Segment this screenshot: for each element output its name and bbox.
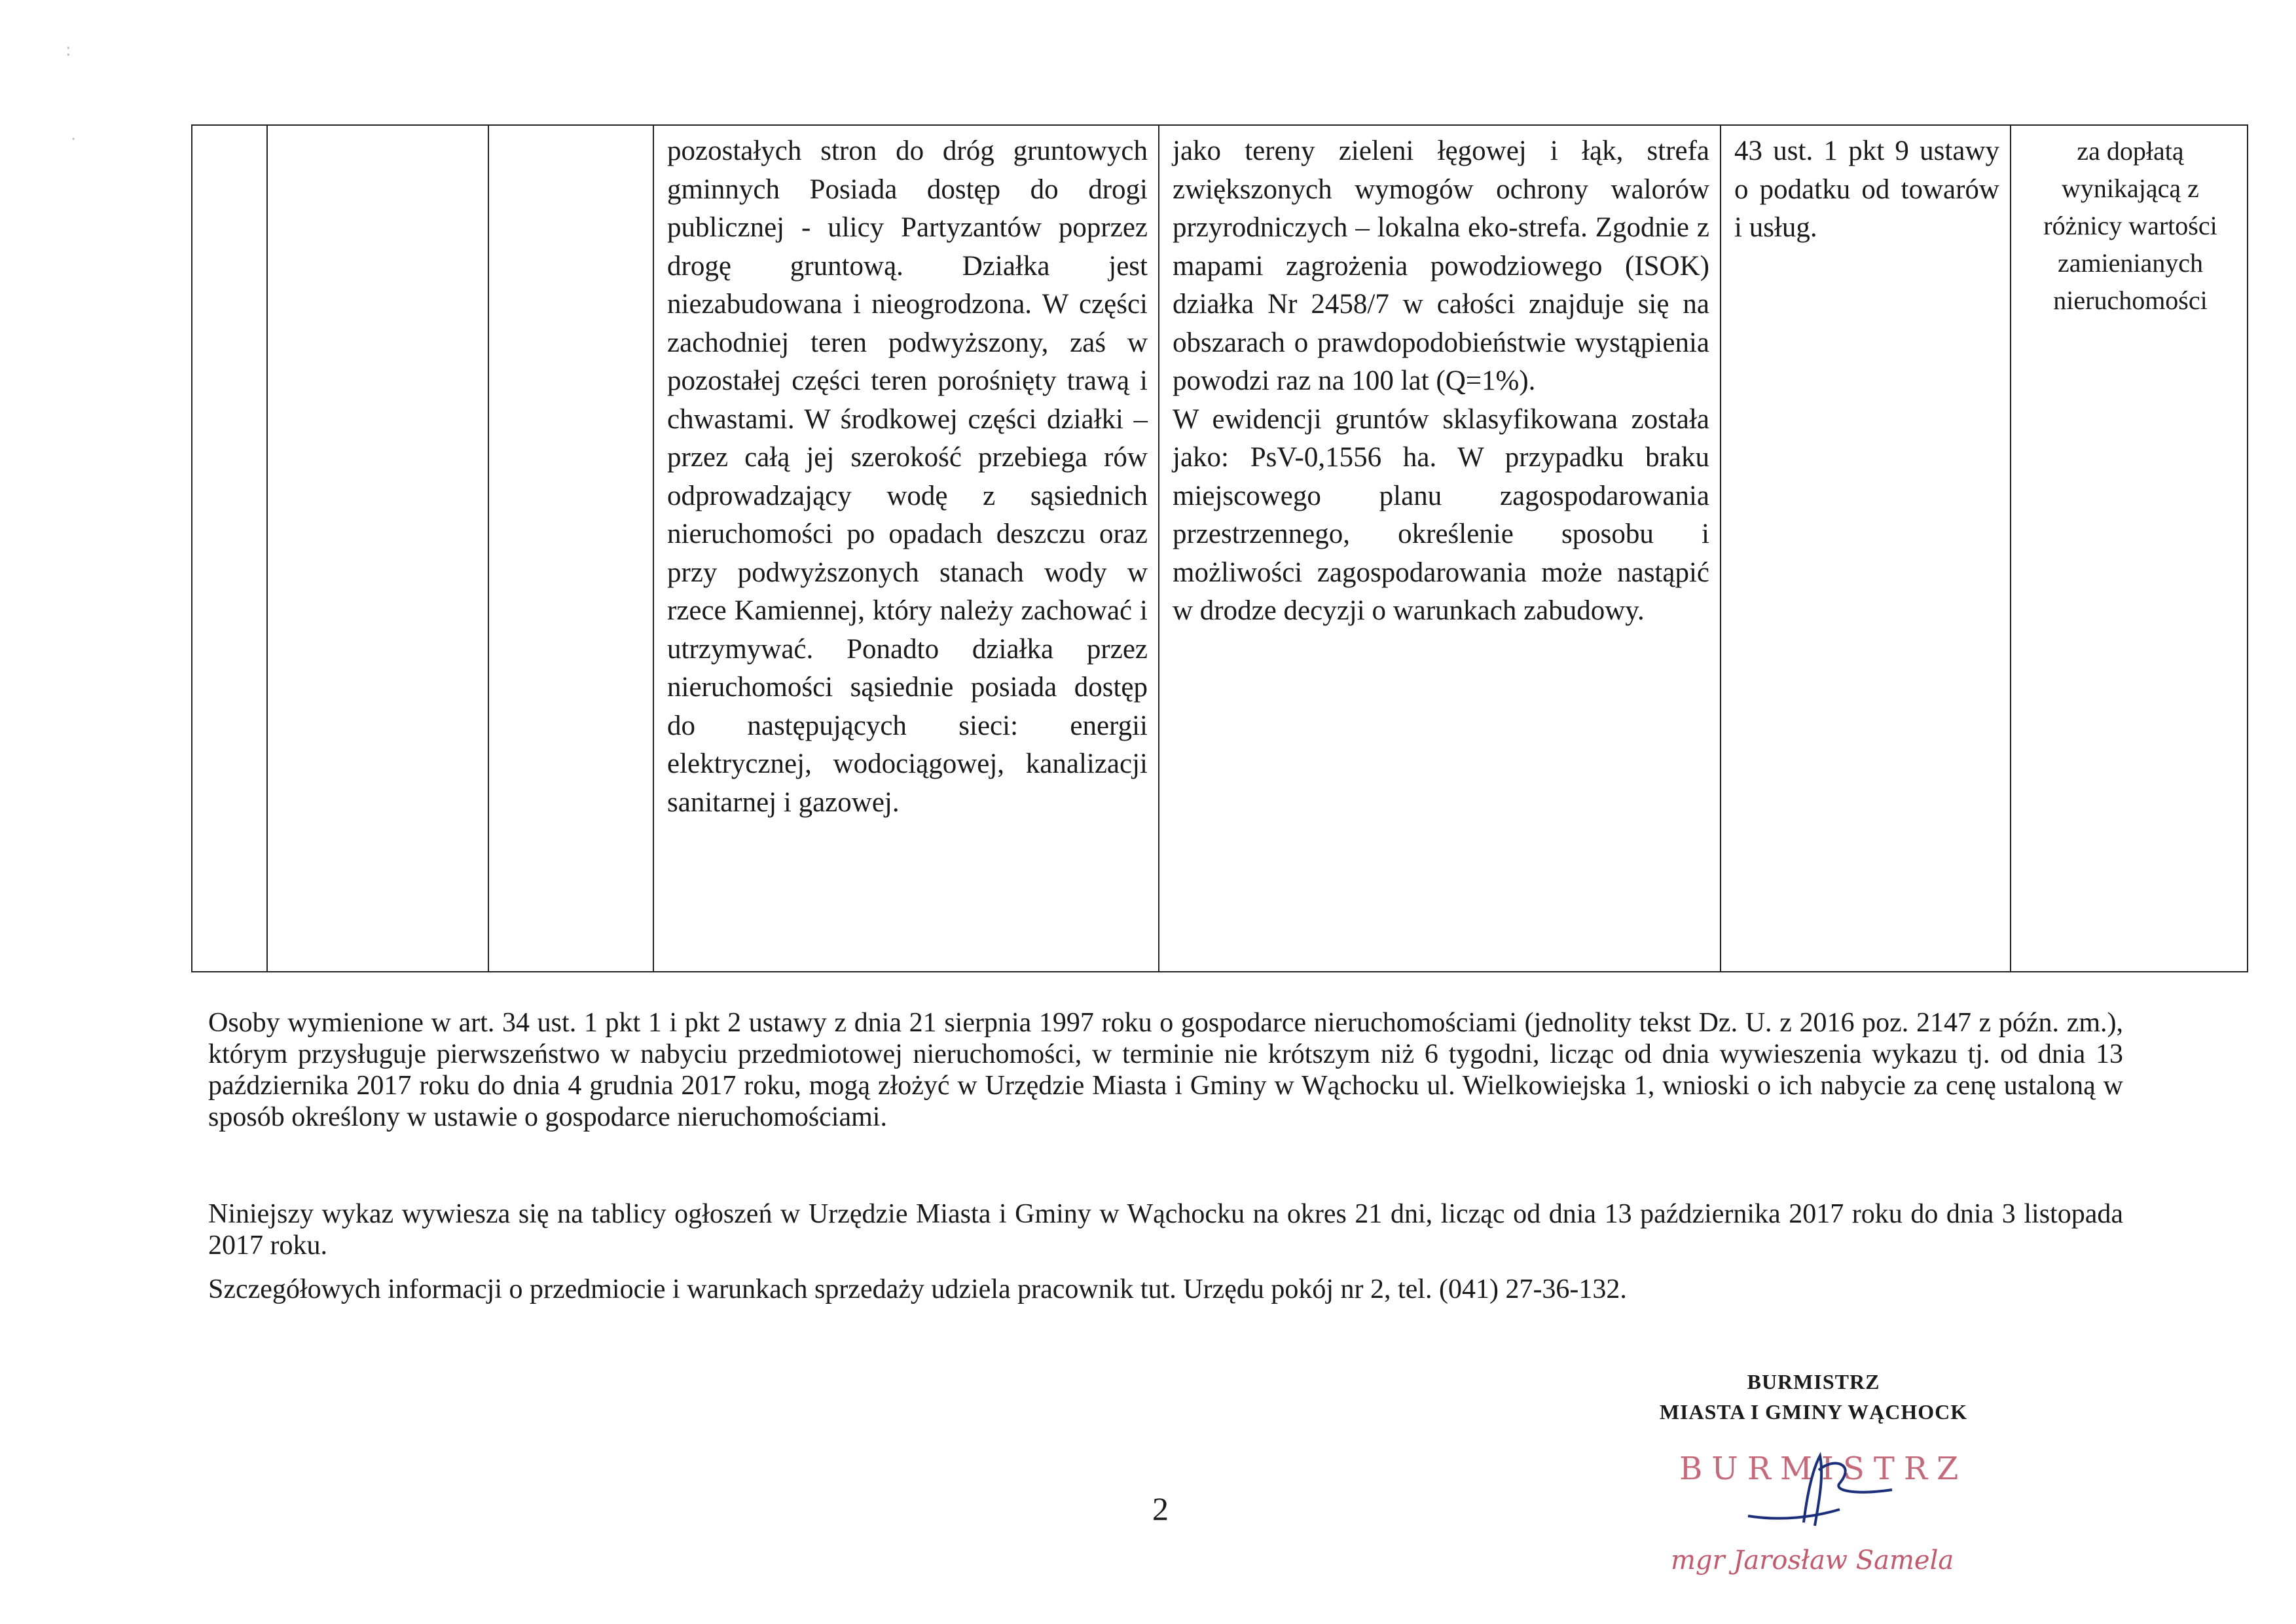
property-table — [191, 124, 2248, 972]
table-cell-empty — [488, 125, 653, 972]
stamp-name: mgr Jarosław Samela — [1671, 1545, 1954, 1576]
page-number: 2 — [1152, 1490, 1169, 1527]
priority-paragraph: Osoby wymienione w art. 34 ust. 1 pkt 1 i pkt 2 ustawy z dnia 21 sierpnia 1997 roku o gospodarce nieruchomościami (jednolity tekst Dz. U. z 2016 poz. 2147 z późn. zm.), którym przysługuje pierwszeństwo w nabyciu przedmiotowej nieruchomości, w terminie nie krótszym niż 6 tygodni, licząc od dnia wywieszenia wykazu tj. od dnia 13 października 2017 roku do dnia 4 grudnia 2017 roku, mogą złożyć w Urzędzie Miasta i Gminy w Wąchocku ul. Wielkowiejska 1, wnioski o ich nabycie za cenę ustaloną w sposób określony w ustawie o gospodarce nieruchomościami. — [208, 1008, 2123, 1132]
handwritten-signature — [1741, 1444, 1899, 1536]
table-cell-empty — [267, 125, 488, 972]
payment-text: za dopłatą wynikającą z różnicy wartości zamienianych nieruchomości — [2043, 136, 2217, 315]
scan-mark: · — [71, 130, 77, 149]
scan-mark: : — [65, 41, 71, 60]
payment-cell — [2011, 125, 2248, 972]
property-description-cell — [653, 125, 1159, 972]
property-description-text: pozostałych stron do dróg gruntowych gminnych Posiada dostęp do drogi publicznej - ulicy Partyzantów poprzez drogę gruntową. Działka jest niezabudowana i nieogrodzona. W części zachodniej teren podwyższony, zaś w pozostałej części teren porośnięty trawą i chwastami. W środkowej części działki – przez całą jej szerokość przebiega rów odprowadzający wodę z sąsiednich nieruchomości po opadach deszczu oraz przy podwyższonych stanach wody w rzece Kamiennej, który należy zachować i utrzymywać. Ponadto działka przez nieruchomości sąsiednie posiada dostęp do następujących sieci: energii elektrycznej, wodociągowej, kanalizacji sanitarnej i gazowej. — [667, 136, 1148, 818]
land-registry-text: W ewidencji gruntów sklasyfikowana została jako: PsV-0,1556 ha. W przypadku braku miejscowego planu zagospodarowania przestrzennego, określenie sposobu i możliwości zagospodarowania może nastąpić w drodze decyzji o warunkach zabudowy. — [1173, 403, 1709, 626]
posting-paragraph: Niniejszy wykaz wywiesza się na tablicy ogłoszeń w Urzędzie Miasta i Gminy w Wąchocku na okres 21 dni, licząc od dnia 13 października 2017 roku do dnia 3 listopada 2017 roku. — [208, 1199, 2123, 1261]
tax-basis-text: 43 ust. 1 pkt 9 ustawy o podatku od towarów i usług. — [1734, 136, 1999, 243]
signatory-office: MIASTA I GMINY WĄCHOCK — [1659, 1400, 1968, 1424]
tax-basis-cell — [1721, 125, 2011, 972]
contact-paragraph: Szczegółowych informacji o przedmiocie i warunkach sprzedaży udziela pracownik tut. Urzędu pokój nr 2, tel. (041) 27-36-132. — [208, 1274, 1627, 1304]
stamp-title: BURMISTRZ — [1679, 1450, 1968, 1487]
signatory-title: BURMISTRZ — [1747, 1370, 1880, 1393]
table-cell-empty — [192, 125, 267, 972]
zoning-cell — [1159, 125, 1721, 972]
table-row — [192, 125, 2248, 972]
zoning-text: jako tereny zieleni łęgowej i łąk, strefa zwiększonych wymogów ochrony walorów przyrodniczych – lokalna eko-strefa. Zgodnie z mapami zagrożenia powodziowego (ISOK) działka Nr 2458/7 w całości znajduje się na obszarach o prawdopodobieństwie wystąpienia powodzi raz na 100 lat (Q=1%). — [1173, 136, 1709, 396]
